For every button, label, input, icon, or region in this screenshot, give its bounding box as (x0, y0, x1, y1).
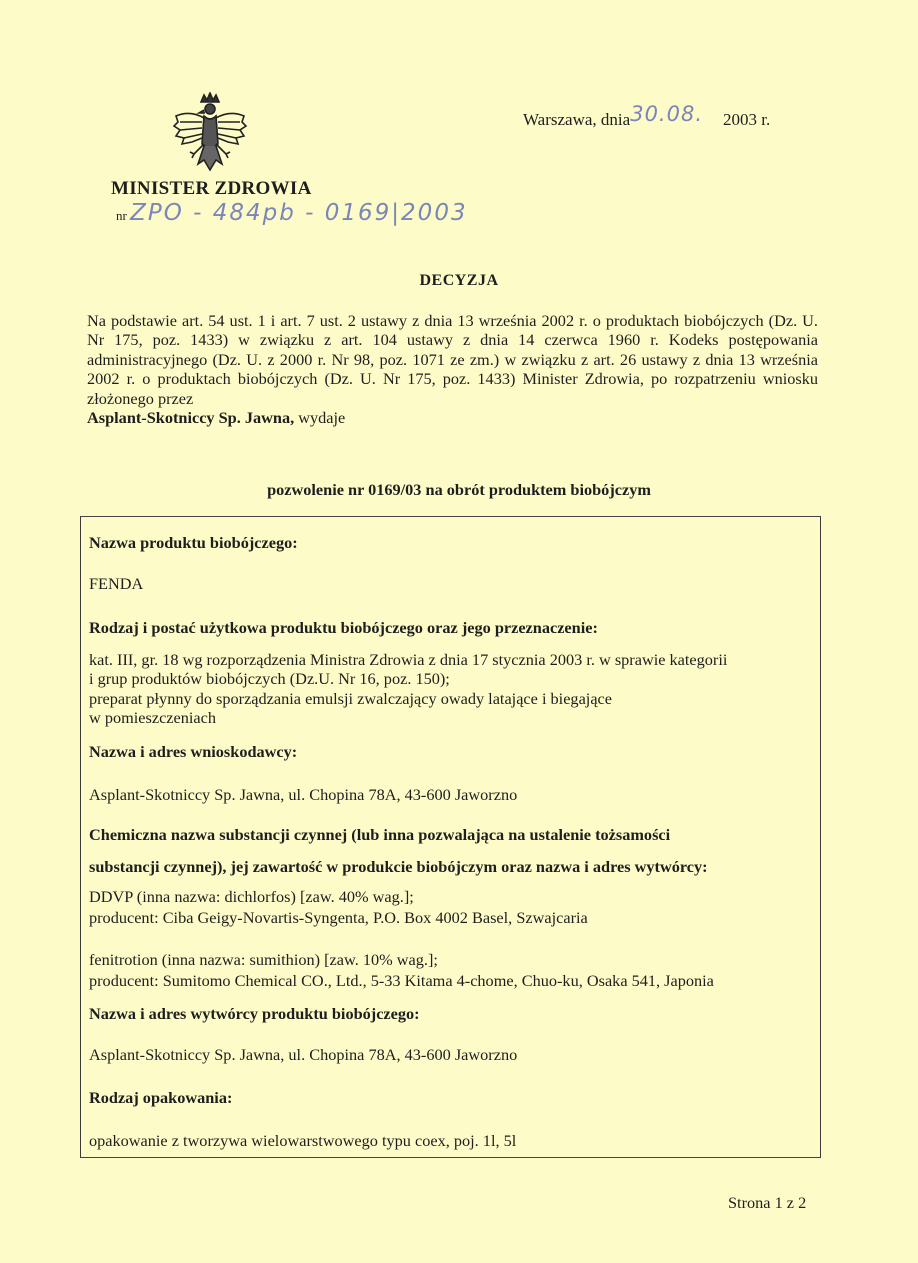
legal-basis-paragraph (87, 311, 818, 427)
substance-2-line-1: fenitrotion (inna nazwa: sumithion) [zaw. 10% wag.]; (89, 950, 438, 969)
applicant-name: Asplant-Skotniccy Sp. Jawna, (87, 408, 295, 428)
substance-2-line-2: producent: Sumitomo Chemical CO., Ltd., 5-33 Kitama 4-chome, Chuo-ku, Osaka 541, Japonia (89, 971, 714, 990)
product-type-label: Rodzaj i postać użytkowa produktu biobójczego oraz jego przeznaczenie: (89, 618, 598, 637)
substance-label-line-2: substancji czynnej), jej zawartość w produkcie biobójczym oraz nazwa i adres wytwórcy: (89, 857, 708, 876)
applicant-value: Asplant-Skotniccy Sp. Jawna, ul. Chopina 78A, 43-600 Jaworzno (89, 785, 518, 804)
product-name-value: FENDA (89, 574, 144, 593)
product-type-line-3: preparat płynny do sporządzania emulsji zwalczający owady latające i biegające (89, 689, 613, 708)
page-number: Strona 1 z 2 (728, 1193, 807, 1212)
substance-1-line-1: DDVP (inna nazwa: dichlorfos) [zaw. 40% wag.]; (89, 887, 414, 906)
manufacturer-label: Nazwa i adres wytwórcy produktu biobójczego: (89, 1004, 420, 1023)
date-year: 2003 r. (723, 110, 771, 129)
substance-label-line-1: Chemiczna nazwa substancji czynnej (lub inna pozwalająca na ustalenie tożsamości (89, 825, 671, 844)
product-type-line-2: i grup produktów biobójczych (Dz.U. Nr 16, poz. 150); (89, 669, 450, 688)
issuing-authority: MINISTER ZDROWIA (111, 178, 312, 199)
place-and-date (523, 102, 771, 130)
product-type-line-1: kat. III, gr. 18 wg rozporządzenia Ministra Zdrowia z dnia 17 stycznia 2003 r. w sprawie kategorii (89, 650, 728, 669)
applicant-line (87, 408, 818, 427)
handwritten-reference: ZPO - 484pb - 0169|2003 (130, 200, 468, 226)
document-title: DECYZJA (419, 272, 499, 289)
manufacturer-value: Asplant-Skotniccy Sp. Jawna, ul. Chopina 78A, 43-600 Jaworzno (89, 1045, 518, 1064)
permit-title: pozwolenie nr 0169/03 na obrót produktem biobójczym (267, 480, 651, 499)
reference-prefix: nr (116, 208, 127, 223)
handwritten-date: 30.08. (630, 102, 703, 126)
reference-number (116, 200, 468, 226)
issues-word: wydaje (298, 408, 346, 428)
product-name-label: Nazwa produktu biobójczego: (89, 533, 298, 552)
product-details-box (80, 516, 821, 1158)
product-type-line-4: w pomieszczeniach (89, 708, 217, 727)
applicant-label: Nazwa i adres wnioskodawcy: (89, 742, 298, 761)
legal-basis-text: Na podstawie art. 54 ust. 1 i art. 7 ust. 2 ustawy z dnia 13 września 2002 r. o produktach biobójczych (Dz. U. Nr 175, poz. 1433) w związku z art. 104 ustawy z dnia 14 czerwca 1960 r. Kodeks postępowania administracyjnego (Dz. U. z 2000 r. Nr 98, poz. 1071 ze zm.) w związku z art. 26 ustawy z dnia 13 września 2002 r. o produktach biobójczych (Dz. U. Nr 175, poz. 1433) Minister Zdrowia, po rozpatrzeniu wniosku złożonego przez (87, 311, 818, 408)
polish-eagle-emblem-icon (168, 92, 252, 178)
substance-1-line-2: producent: Ciba Geigy-Novartis-Syngenta, P.O. Box 4002 Basel, Szwajcaria (89, 908, 588, 927)
place-date-prefix: Warszawa, dnia (523, 110, 631, 129)
packaging-label: Rodzaj opakowania: (89, 1088, 233, 1107)
packaging-value: opakowanie z tworzywa wielowarstwowego typu coex, poj. 1l, 5l (89, 1131, 517, 1150)
